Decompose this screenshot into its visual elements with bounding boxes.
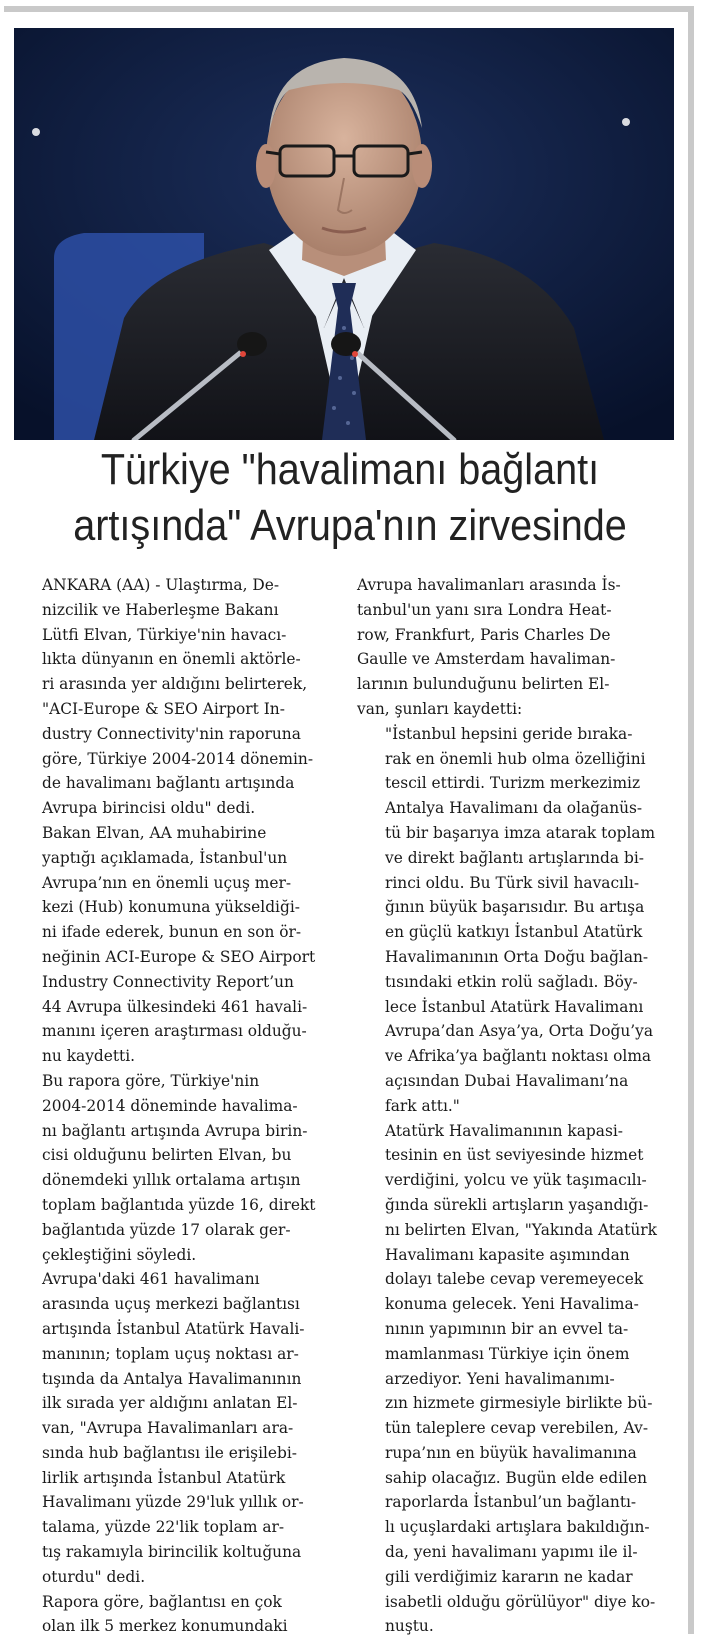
text-line: manını içeren araştırması olduğu- <box>42 1022 307 1041</box>
text-line: verdiğini, yolcu ve yük taşımacılı- <box>385 1171 647 1190</box>
text-line: Lütfi Elvan, Türkiye'nin havacı- <box>42 625 287 644</box>
text-line: Havalimanı yüzde 29'luk yıllık or- <box>42 1493 304 1512</box>
text-line: cisi olduğunu belirten Elvan, bu <box>42 1146 292 1165</box>
text-line: tü bir başarıya imza atarak toplam <box>385 823 656 842</box>
text-line: rak en önemli hub olma özelliğini <box>385 749 646 768</box>
text-line: dolayı talebe cevap veremeyecek <box>385 1270 644 1289</box>
text-line: Havalimanının Orta Doğu bağlan- <box>385 947 649 966</box>
text-line: Bu rapora göre, Türkiye'nin <box>42 1071 260 1090</box>
text-line: tün taleplere cevap verebilen, Av- <box>385 1419 649 1438</box>
text-line: kezi (Hub) konumuna yükseldiği- <box>42 898 300 917</box>
headline-line: artışında" Avrupa'nın zirvesinde <box>73 501 627 550</box>
text-line: olan ilk 5 merkez konumundaki <box>42 1617 288 1636</box>
text-line: açısından Dubai Havalimanı’na <box>385 1071 629 1090</box>
text-line: ğında sürekli artışların yaşandığı- <box>385 1195 649 1214</box>
text-line: nizcilik ve Haberleşme Bakanı <box>42 600 279 619</box>
text-line: çekleştiğini söyledi. <box>42 1245 197 1264</box>
text-line: manının; toplam uçuş noktası ar- <box>42 1344 299 1363</box>
text-line: rupa’nın en büyük havalimanına <box>385 1443 637 1462</box>
article-headline <box>35 442 665 554</box>
text-line: tış rakamıyla birincilik koltuğuna <box>42 1543 302 1562</box>
text-line: sahip olacağız. Bugün elde edilen <box>385 1468 647 1487</box>
text-line: Gaulle ve Amsterdam havaliman- <box>357 650 616 669</box>
text-line: "İstanbul hepsini geride bıraka- <box>385 724 633 743</box>
text-line: fark attı." <box>385 1096 460 1115</box>
article-paragraph <box>357 573 657 722</box>
text-line: Industry Connectivity Report’un <box>42 972 294 991</box>
text-line: arasında uçuş merkezi bağlantısı <box>42 1295 300 1314</box>
text-line: nı bağlantı artışında Avrupa birin- <box>42 1121 308 1140</box>
text-line: dustry Connectivity'nin raporuna <box>42 724 301 743</box>
article-paragraph <box>14 1267 314 1589</box>
text-line: ve direkt bağlantı artışlarında bi- <box>385 848 644 867</box>
text-line: yaptığı açıklamada, İstanbul'un <box>42 848 288 867</box>
article-column-left <box>14 573 314 1639</box>
text-line: larının bulunduğunu belirten El- <box>357 675 610 694</box>
text-line: Atatürk Havalimanının kapasi- <box>385 1121 623 1140</box>
text-line: raporlarda İstanbul’un bağlantı- <box>385 1493 637 1512</box>
text-line: arzediyor. Yeni havalimanımı- <box>385 1369 615 1388</box>
text-line: lirlik artışında İstanbul Atatürk <box>42 1468 286 1487</box>
text-line: ve Afrika’ya bağlantı noktası olma <box>385 1047 652 1066</box>
text-line: 2004-2014 döneminde havalima- <box>42 1096 298 1115</box>
article-photo <box>14 28 674 440</box>
text-line: Avrupa'daki 461 havalimanı <box>42 1270 260 1289</box>
text-line: 44 Avrupa ülkesindeki 461 havali- <box>42 997 308 1016</box>
text-line: ğının büyük başarısıdır. Bu artışa <box>385 898 645 917</box>
article-column-right <box>357 573 657 1639</box>
minister-portrait-illustration <box>14 28 674 440</box>
text-line: nının yapımının bir an evvel ta- <box>385 1319 629 1338</box>
text-line: Havalimanı kapasite aşımından <box>385 1245 630 1264</box>
text-line: zın hizmete girmesiyle birlikte bü- <box>385 1394 653 1413</box>
text-line: talama, yüzde 22'lik toplam ar- <box>42 1518 285 1537</box>
text-line: Avrupa birincisi oldu" dedi. <box>42 799 256 818</box>
text-line: Avrupa’nın en önemli uçuş mer- <box>42 873 292 892</box>
article-paragraph <box>14 1590 314 1640</box>
article-paragraph <box>357 722 657 1119</box>
text-line: göre, Türkiye 2004-2014 dönemin- <box>42 749 314 768</box>
text-line: Antalya Havalimanı da olağanüs- <box>385 799 643 818</box>
text-line: isabetli olduğu görülüyor" diye ko- <box>385 1592 656 1611</box>
text-line: nı belirten Elvan, "Yakında Atatürk <box>385 1220 657 1239</box>
text-line: artışında İstanbul Atatürk Havali- <box>42 1319 305 1338</box>
text-line: tısındaki etkin rolü sağladı. Böy- <box>385 972 638 991</box>
text-line: tanbul'un yanı sıra Londra Heat- <box>357 600 612 619</box>
text-line: bağlantıda yüzde 17 olarak ger- <box>42 1220 291 1239</box>
text-line: mamlanması Türkiye için önem <box>385 1344 630 1363</box>
text-line: tesinin en üst seviyesinde hizmet <box>385 1146 644 1165</box>
article-paragraph <box>357 1119 657 1640</box>
text-line: nu kaydetti. <box>42 1047 136 1066</box>
text-line: lıkta dünyanın en önemli aktörle- <box>42 650 301 669</box>
text-line: Avrupa’dan Asya’ya, Orta Doğu’ya <box>385 1022 653 1041</box>
text-line: row, Frankfurt, Paris Charles De <box>357 625 611 644</box>
text-line: nuştu. <box>385 1617 434 1636</box>
text-line: ri arasında yer aldığını belirterek, <box>42 675 308 694</box>
text-line: en güçlü katkıyı İstanbul Atatürk <box>385 923 643 942</box>
text-line: ANKARA (AA) - Ulaştırma, De- <box>42 576 280 594</box>
text-line: tescil ettirdi. Turizm merkezimiz <box>385 774 641 793</box>
text-line: Bakan Elvan, AA muhabirine <box>42 823 267 842</box>
text-line: ilk sırada yer aldığını anlatan El- <box>42 1394 298 1413</box>
article-paragraph <box>14 821 314 1069</box>
headline-line: Türkiye "havalimanı bağlantı <box>100 445 600 494</box>
text-line: dönemdeki yıllık ortalama artışın <box>42 1171 301 1190</box>
text-line: Rapora göre, bağlantısı en çok <box>42 1592 282 1611</box>
text-line: da, yeni havalimanı yapımı ile il- <box>385 1543 638 1562</box>
text-line: tışında da Antalya Havalimanının <box>42 1369 302 1388</box>
text-line: oturdu" dedi. <box>42 1567 146 1586</box>
text-line: de havalimanı bağlantı artışında <box>42 774 295 793</box>
text-line: ni ifade ederek, bunun en son ör- <box>42 923 302 942</box>
article-paragraph <box>14 573 314 821</box>
text-line: Avrupa havalimanları arasında İs- <box>357 576 621 594</box>
text-line: van, "Avrupa Havalimanları ara- <box>42 1419 294 1438</box>
article-paragraph <box>14 1069 314 1267</box>
text-line: lı uçuşlardaki artışlara bakıldığın- <box>385 1518 650 1537</box>
text-line: sında hub bağlantısı ile erişilebi- <box>42 1443 297 1462</box>
text-line: rinci oldu. Bu Türk sivil havacılı- <box>385 873 640 892</box>
text-line: neğinin ACI-Europe & SEO Airport <box>42 947 316 966</box>
text-line: van, şunları kaydetti: <box>357 699 523 718</box>
text-line: konuma gelecek. Yeni Havalima- <box>385 1295 639 1314</box>
text-line: "ACI-Europe & SEO Airport In- <box>42 699 285 718</box>
text-line: lece İstanbul Atatürk Havalimanı <box>385 997 644 1016</box>
text-line: toplam bağlantıda yüzde 16, direkt <box>42 1195 316 1214</box>
text-line: gili verdiğimiz kararın ne kadar <box>385 1567 633 1586</box>
